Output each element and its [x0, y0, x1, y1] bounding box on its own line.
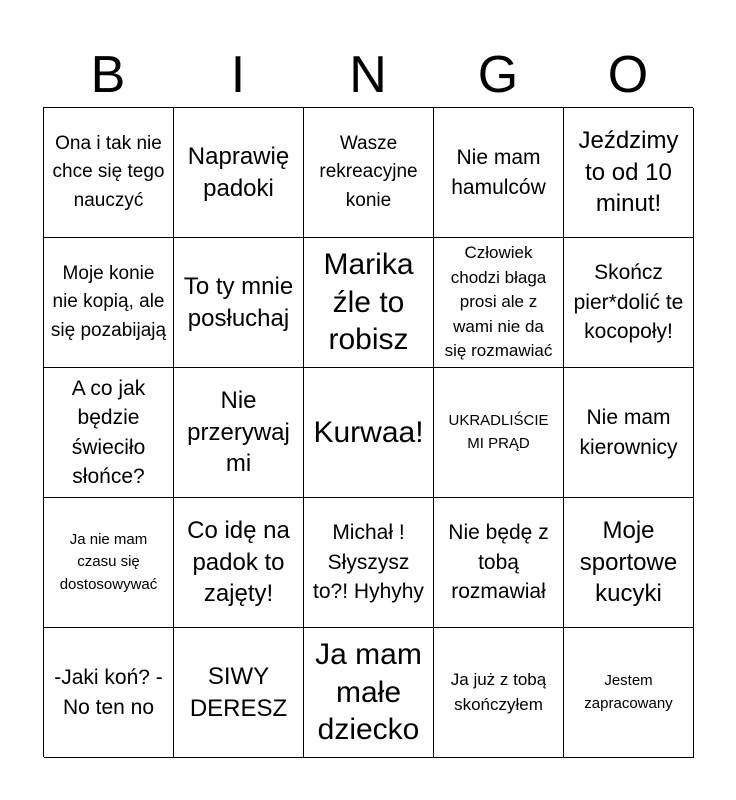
- bingo-header: [43, 44, 693, 106]
- bingo-cell[interactable]: Wasze rekreacyjne konie: [304, 108, 434, 238]
- bingo-cell[interactable]: Moje sportowe kucyki: [564, 498, 694, 628]
- bingo-cell[interactable]: Michał ! Słyszysz to?! Hyhyhy: [304, 498, 434, 628]
- bingo-cell[interactable]: Ja mam małe dziecko: [304, 628, 434, 758]
- bingo-cell[interactable]: Nie mam hamulców: [434, 108, 564, 238]
- bingo-cell[interactable]: Skończ pier*dolić te kocopoły!: [564, 238, 694, 368]
- bingo-cell[interactable]: Naprawię padoki: [174, 108, 304, 238]
- bingo-cell[interactable]: Nie mam kierownicy: [564, 368, 694, 498]
- header-letter-n: N: [349, 46, 387, 104]
- bingo-cell[interactable]: A co jak będzie świeciło słońce?: [44, 368, 174, 498]
- header-letter-g: G: [477, 46, 519, 104]
- bingo-cell[interactable]: -Jaki koń? -No ten no: [44, 628, 174, 758]
- bingo-cell[interactable]: Marika źle to robisz: [304, 238, 434, 368]
- bingo-cell[interactable]: Ja już z tobą skończyłem: [434, 628, 564, 758]
- bingo-grid: [43, 107, 693, 757]
- bingo-cell[interactable]: Nie będę z tobą rozmawiał: [434, 498, 564, 628]
- bingo-cell[interactable]: Ona i tak nie chce się tego nauczyć: [44, 108, 174, 238]
- bingo-cell[interactable]: Jestem zapracowany: [564, 628, 694, 758]
- bingo-cell[interactable]: To ty mnie posłuchaj: [174, 238, 304, 368]
- bingo-cell[interactable]: UKRADLIŚCIE MI PRĄD: [434, 368, 564, 498]
- header-letter-o: O: [607, 46, 649, 104]
- bingo-cell[interactable]: Kurwaa!: [304, 368, 434, 498]
- bingo-cell[interactable]: SIWY DERESZ: [174, 628, 304, 758]
- bingo-cell[interactable]: Jeździmy to od 10 minut!: [564, 108, 694, 238]
- bingo-cell[interactable]: Co idę na padok to zajęty!: [174, 498, 304, 628]
- bingo-cell[interactable]: Człowiek chodzi błaga prosi ale z wami nie da się rozmawiać: [434, 238, 564, 368]
- bingo-cell[interactable]: Nie przerywaj mi: [174, 368, 304, 498]
- header-letter-i: I: [230, 46, 246, 104]
- bingo-cell[interactable]: Moje konie nie kopią, ale się pozabijają: [44, 238, 174, 368]
- header-letter-b: B: [90, 46, 126, 104]
- bingo-cell[interactable]: Ja nie mam czasu się dostosowywać: [44, 498, 174, 628]
